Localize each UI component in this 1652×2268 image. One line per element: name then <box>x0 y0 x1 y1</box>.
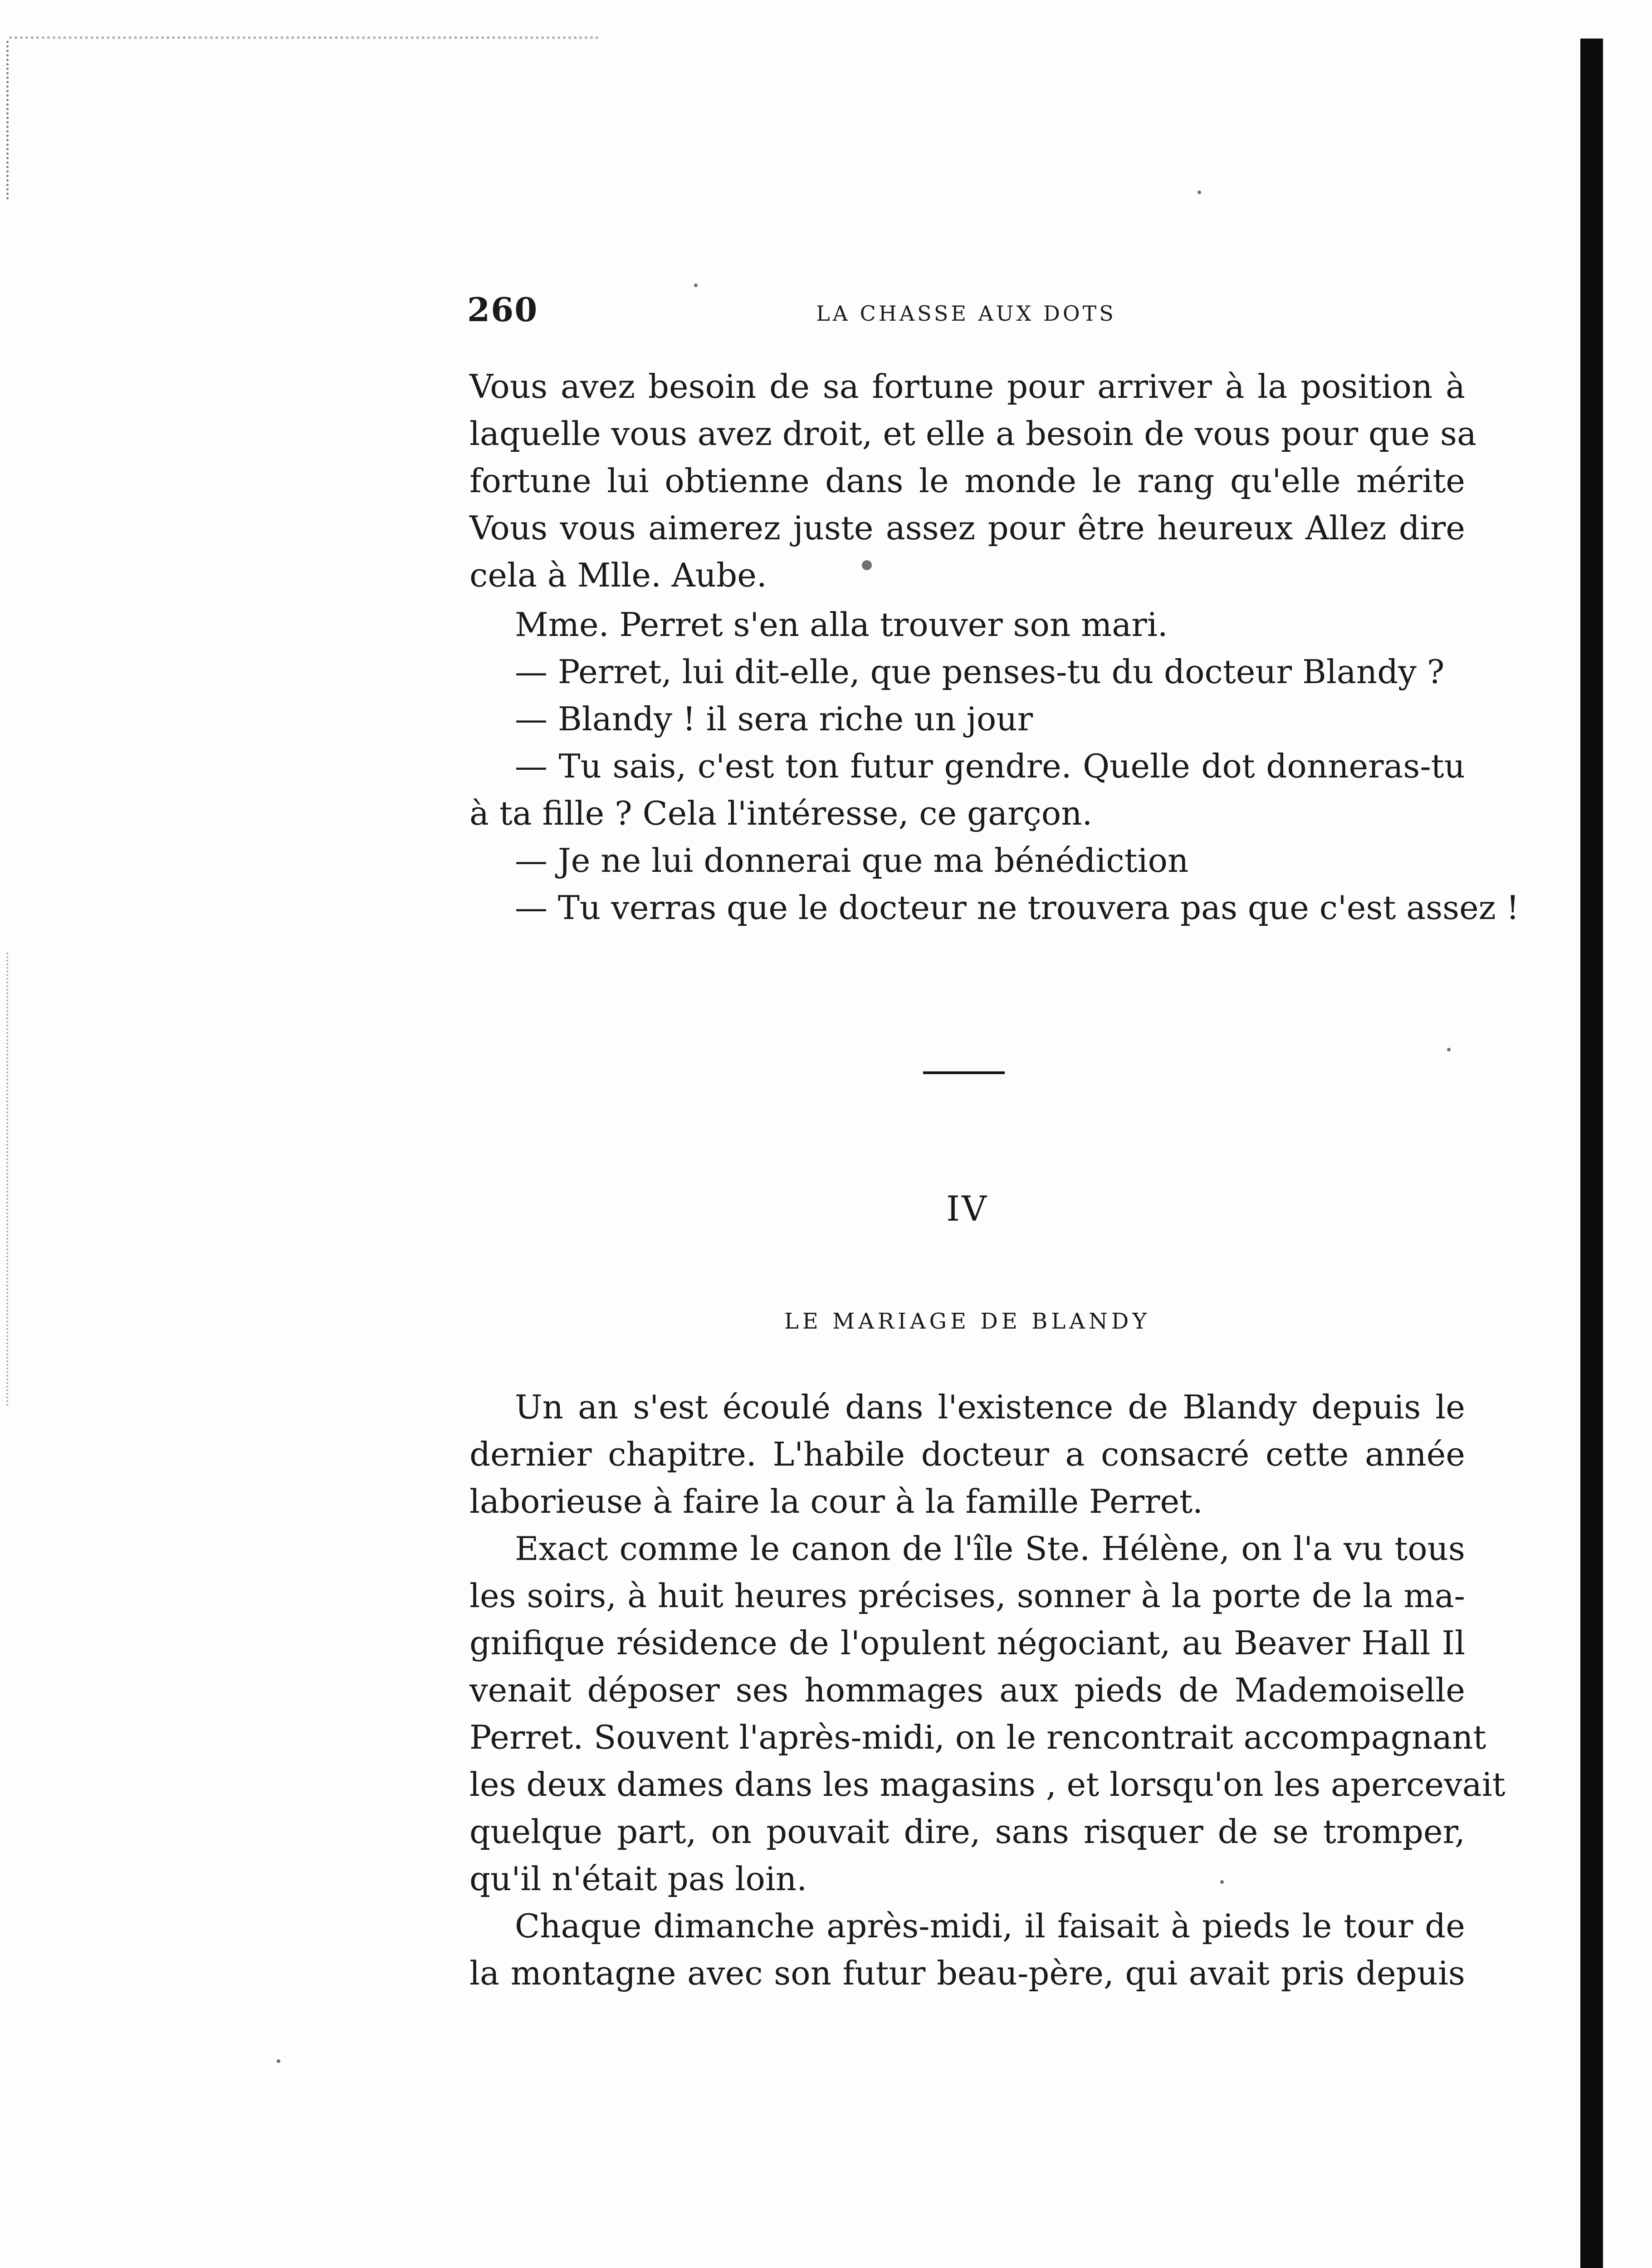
text-line: Mme. Perret s'en alla trouver son mari. <box>515 606 1168 644</box>
dialogue-block <box>469 601 1520 931</box>
page-edge-shadow <box>1580 39 1603 2268</box>
section-divider <box>923 1071 1005 1074</box>
chapter-number: IV <box>946 1188 988 1229</box>
text-line: quelque part, on pouvait dire, sans risquer de se tromper, <box>469 1813 1465 1851</box>
dialogue-line: — Tu verras que le docteur ne trouvera pas que c'est assez ! <box>515 889 1520 927</box>
text-line: laborieuse à faire la cour à la famille Perret. <box>469 1482 1203 1520</box>
page-number: 260 <box>467 290 538 329</box>
text-line: les soirs, à huit heures précises, sonner à la porte de la ma- <box>469 1577 1465 1615</box>
text-line: Un an s'est écoulé dans l'existence de Blandy depuis le <box>515 1388 1465 1426</box>
ink-speck <box>1197 191 1201 194</box>
paragraph-block-1 <box>469 363 1476 599</box>
text-line: Perret. Souvent l'après-midi, on le rencontrait accompagnant <box>469 1718 1486 1756</box>
page-header <box>467 290 1465 336</box>
text-line: Exact comme le canon de l'île Ste. Hélène, on l'a vu tous <box>515 1530 1465 1568</box>
text-line: dernier chapitre. L'habile docteur a consacré cette année <box>469 1435 1465 1473</box>
scan-artifact-top <box>9 36 599 43</box>
text-line: la montagne avec son futur beau-père, qui avait pris depuis <box>469 1954 1465 1992</box>
scan-artifact-left <box>6 41 13 200</box>
text-line: les deux dames dans les magasins , et lorsqu'on les apercevait <box>469 1765 1505 1804</box>
text-line: venait déposer ses hommages aux pieds de Mademoiselle <box>469 1671 1465 1709</box>
text-line: laquelle vous avez droit, et elle a besoin de vous pour que sa <box>469 415 1476 453</box>
paragraph-block-3 <box>469 1383 1505 1997</box>
text-line: qu'il n'était pas loin. <box>469 1860 807 1898</box>
text-line: gnifique résidence de l'opulent négociant, au Beaver Hall Il <box>469 1624 1465 1662</box>
ink-speck <box>1447 1048 1451 1051</box>
text-line: cela à Mlle. Aube. <box>469 556 767 594</box>
ink-speck <box>1220 1880 1224 1884</box>
dialogue-line: à ta fille ? Cela l'intéresse, ce garçon. <box>469 794 1093 832</box>
ink-speck <box>694 284 698 287</box>
text-line: Chaque dimanche après-midi, il faisait à pieds le tour de <box>515 1907 1465 1945</box>
text-line: Vous vous aimerez juste assez pour être heureux Allez dire <box>469 509 1465 547</box>
text-line: fortune lui obtienne dans le monde le rang qu'elle mérite <box>469 462 1465 500</box>
dialogue-line: — Tu sais, c'est ton futur gendre. Quelle dot donneras-tu <box>515 747 1465 785</box>
ink-speck <box>277 2059 280 2063</box>
text-line: Vous avez besoin de sa fortune pour arriver à la position à <box>469 367 1465 406</box>
dialogue-line: — Je ne lui donnerai que ma bénédiction <box>515 841 1189 880</box>
ink-speck <box>862 560 872 570</box>
scan-artifact-left-lower <box>6 953 13 1406</box>
chapter-title: LE MARIAGE DE BLANDY <box>784 1309 1151 1334</box>
dialogue-line: — Perret, lui dit-elle, que penses-tu du docteur Blandy ? <box>515 653 1445 691</box>
dialogue-line: — Blandy ! il sera riche un jour <box>515 700 1033 738</box>
running-head: LA CHASSE AUX DOTS <box>816 301 1116 326</box>
